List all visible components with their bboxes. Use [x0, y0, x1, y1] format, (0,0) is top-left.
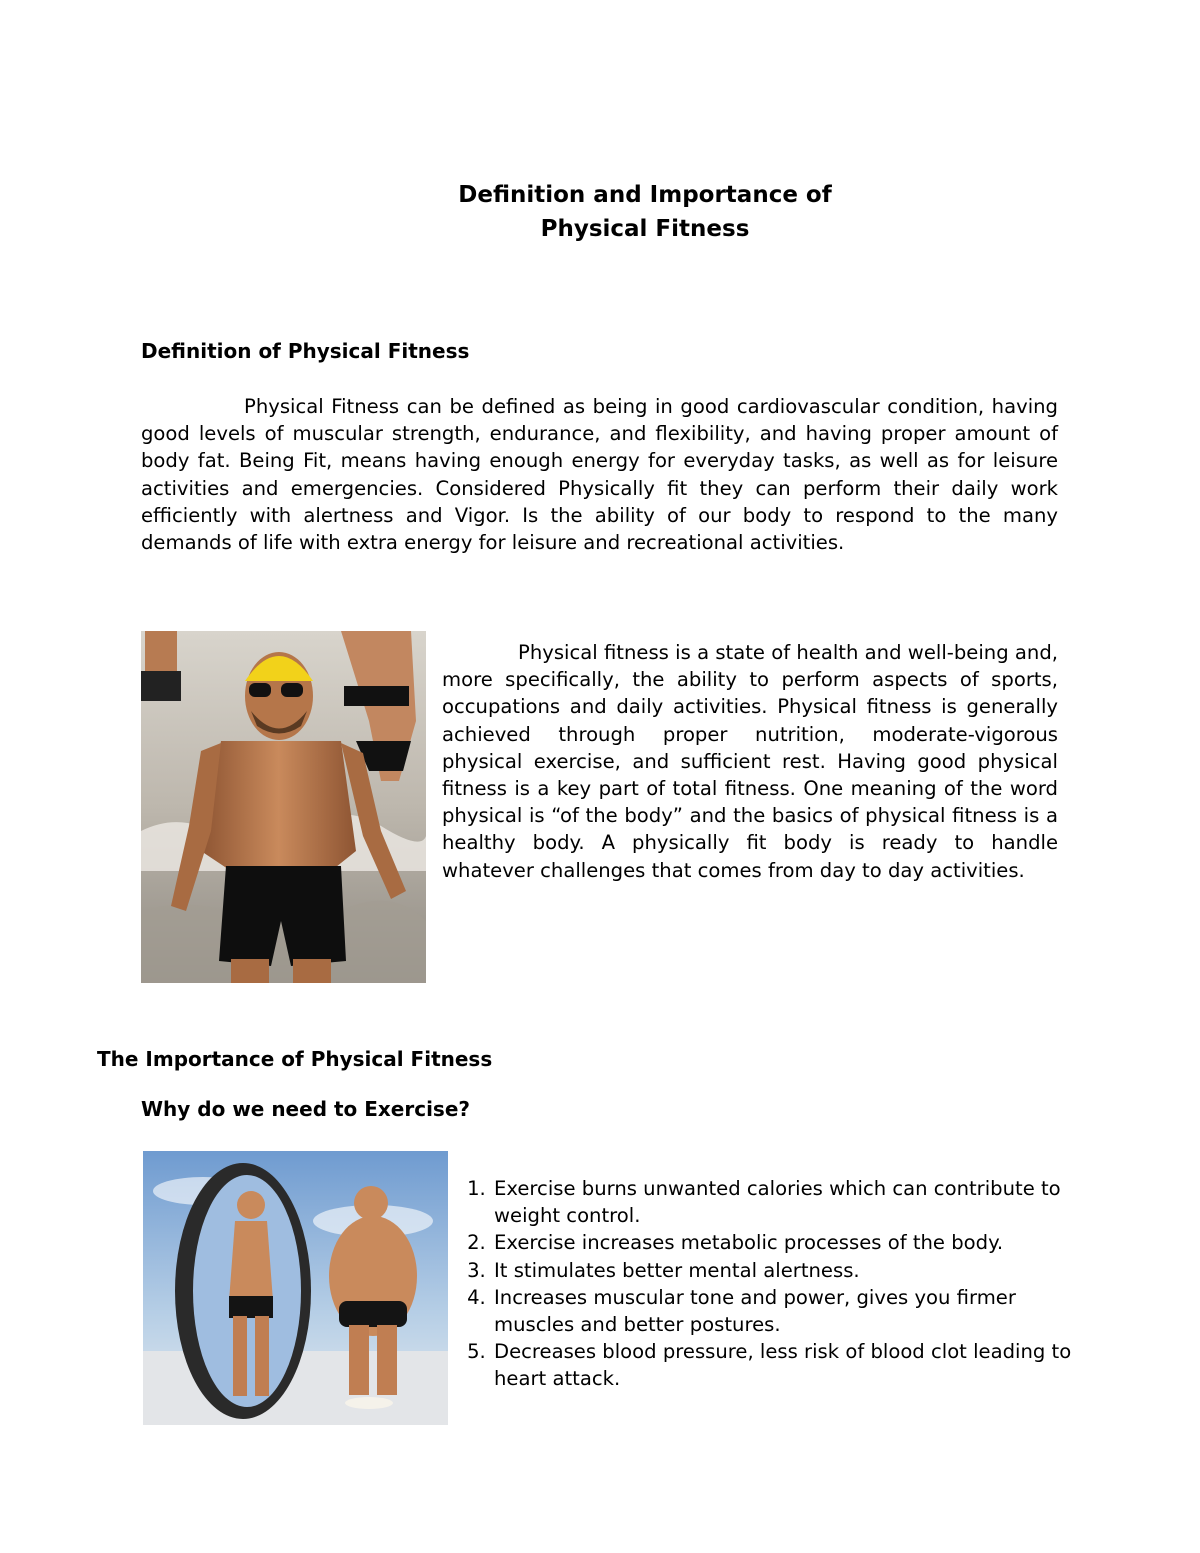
title-line-2: Physical Fitness	[540, 216, 750, 242]
mirror-reflection-photo	[143, 1151, 448, 1425]
list-item: 2. Exercise increases metabolic processes of the body.	[492, 1229, 1092, 1256]
title-line-1: Definition and Importance of	[458, 182, 832, 208]
fitness-state-paragraph: Physical fitness is a state of health and well-being and, more specifically, the ability to perform aspects of sports, occupations and daily activities. Physical fitness is generally achieved through proper nutrition, moderate-vigorous physical exercise, and sufficient rest. Having good physical fitness is a key part of total fitness. One meaning of the word physical is “of the body” and the basics of physical fitness is a healthy body. A physically fit body is ready to handle whatever challenges that comes from day to day activities.	[442, 641, 1058, 882]
section-heading-definition: Definition of Physical Fitness	[141, 339, 470, 363]
athlete-photo	[141, 631, 426, 983]
list-item: 1. Exercise burns unwanted calories which can contribute to weight control.	[492, 1175, 1092, 1229]
mirror-illustration	[143, 1151, 448, 1425]
section-heading-importance: The Importance of Physical Fitness	[97, 1047, 493, 1071]
exercise-reasons-list	[460, 1175, 1092, 1393]
subheading-why-exercise: Why do we need to Exercise?	[141, 1097, 471, 1121]
list-item: 4. Increases muscular tone and power, gives you firmer muscles and better postures.	[492, 1284, 1092, 1338]
page-title	[0, 178, 1200, 246]
list-item: 3. It stimulates better mental alertness.	[492, 1257, 1092, 1284]
athlete-illustration	[141, 631, 426, 983]
definition-paragraph: Physical Fitness can be defined as being in good cardiovascular condition, having good levels of muscular strength, endurance, and flexibility, and having proper amount of body fat. Being Fit, means having enough energy for everyday tasks, as well as for leisure activities and emergencies. Considered Physically fit they can perform their daily work efficiently with alertness and Vigor. Is the ability of our body to respond to the many demands of life with extra energy for leisure and recreational activities.	[141, 395, 1058, 555]
list-item: 5. Decreases blood pressure, less risk of blood clot leading to heart attack.	[492, 1338, 1092, 1392]
